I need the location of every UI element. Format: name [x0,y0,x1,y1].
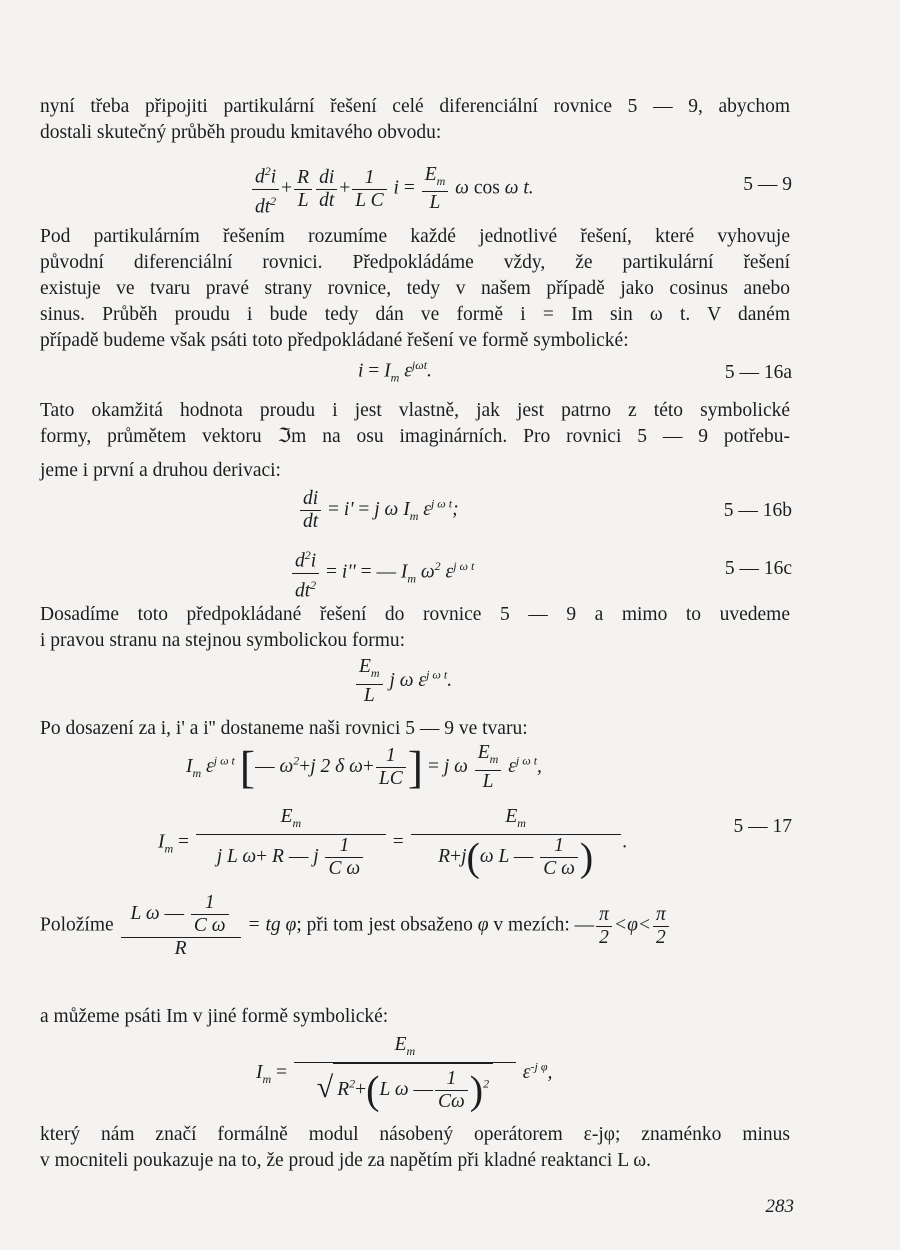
equation-number: 5 — 16b [723,500,792,521]
equation-5-16b: $\frac{di}{dt}$ = i' = j ω $I_m$ $\varepsilon^{j \omega t}$; [298,488,459,533]
text-line: Tato okamžitá hodnota proudu i jest vlastně, jak jest patrno z této symbolické [40,400,790,421]
equation-5-16a: $i = I_m$ $\varepsilon^{j\omega t}$. [358,358,432,385]
text-line: formy, průmětem vektoru ℑm na osu imaginárních. Pro rovnici 5 — 9 potřebu- [40,426,790,447]
equation-number: 5 — 17 [733,816,792,837]
text-line: Po dosazení za i, i' a i'' dostaneme naši rovnici 5 — 9 ve tvaru: [40,718,528,739]
equation-5-9: $\frac{d^2i}{dt^2}$ + $\frac{R}{L}$ $\frac{di}{dt}$ + $\frac{1}{\text{L C}}$ i = $\frac{E_m}{L}$ ω cos ω t. [250,160,534,218]
text-line: případě budeme však psáti toto předpokládané řešení ve formě symbolické: [40,330,629,351]
polozime-word: Položíme [40,914,114,936]
text-line: jeme i první a druhou derivaci: [40,460,281,481]
text-line: původní diferenciální rovnici. Předpokládáme vždy, že partikulární řešení [40,252,790,273]
equation-substituted: $I_m$ $\varepsilon^{j \omega t}$ [— $\omega^2+j$ 2 δ ω+ $\frac{1}{LC}$ ] = j ω $\frac{E_m}{L}$ $\varepsilon^{j \omega t}$, [186,741,542,793]
text-line: i pravou stranu na stejnou symbolickou formu: [40,630,406,651]
text-line: existuje ve tvaru pravé strany rovnice, tedy v našem případě jako cosinus anebo [40,278,790,299]
paragraph-projection [40,398,790,450]
equation-number: 5 — 16c [724,558,792,579]
text-line: nyní třeba připojiti partikulární řešení celé diferenciální rovnice 5 — 9, abychom [40,96,790,117]
equation-rhs-symbolic: $\frac{E_m}{L}$ j ω $\varepsilon^{j \omega t}$. [354,656,452,707]
paragraph-intro [40,94,790,146]
paragraph-particular [40,224,790,354]
equation-tangent: Položíme L ω — $\frac{1}{\text{C ω}}$ R = tg φ; při tom jest obsaženo φ v mezích: — $\frac{\pi}{2}$ <φ< $\frac{\pi}{2}$ [40,892,671,960]
paragraph-after-substitution [40,716,790,742]
text-line: v mocniteli poukazuje na to, že proud jde za napětím při kladné reaktanci L ω. [40,1150,651,1171]
paragraph-derivative [40,458,790,484]
text-line: sinus. Průběh proudu i bude tedy dán ve formě i = Im sin ω t. V daném [40,304,790,325]
equation-modulus: $I_m$ = $E_m$ √ $R^2+(L$ ω — $\frac{1}{C\omega}$ )$^2$ $\varepsilon^{-j \varphi}$, [256,1034,553,1113]
text-line: Dosadíme toto předpokládané řešení do rovnice 5 — 9 a mimo to uvedeme [40,604,790,625]
equation-5-16c: $\frac{d^2i}{dt^2}$ = i'' = — $I_m$ $\omega^2$ $\varepsilon^{j \omega t}$ [290,544,474,602]
equation-5-17: $I_m$ = $E_m$ j L ω+ R — j $\frac{1}{\text{C ω}}$ = $E_m$ R+j(ω L — $\frac{1}{\text{C ω}}$ ) . [158,806,628,880]
equation-number: 5 — 16a [724,362,792,383]
text-line: a můžeme psáti Im v jiné formě symbolické: [40,1006,389,1027]
paragraph-substitute [40,602,790,654]
text-line: který nám značí formálně modul násobený operátorem ε-jφ; znaménko minus [40,1124,790,1145]
paragraph-conclusion [40,1122,790,1174]
text-line: dostali skutečný průběh proudu kmitavého obvodu: [40,122,442,143]
paragraph-other-form [40,1004,790,1030]
text-line: Pod partikulárním řešením rozumíme každé jednotlivé řešení, které vyhovuje [40,226,790,247]
page-number: 283 [765,1196,794,1217]
equation-number: 5 — 9 [743,174,792,195]
